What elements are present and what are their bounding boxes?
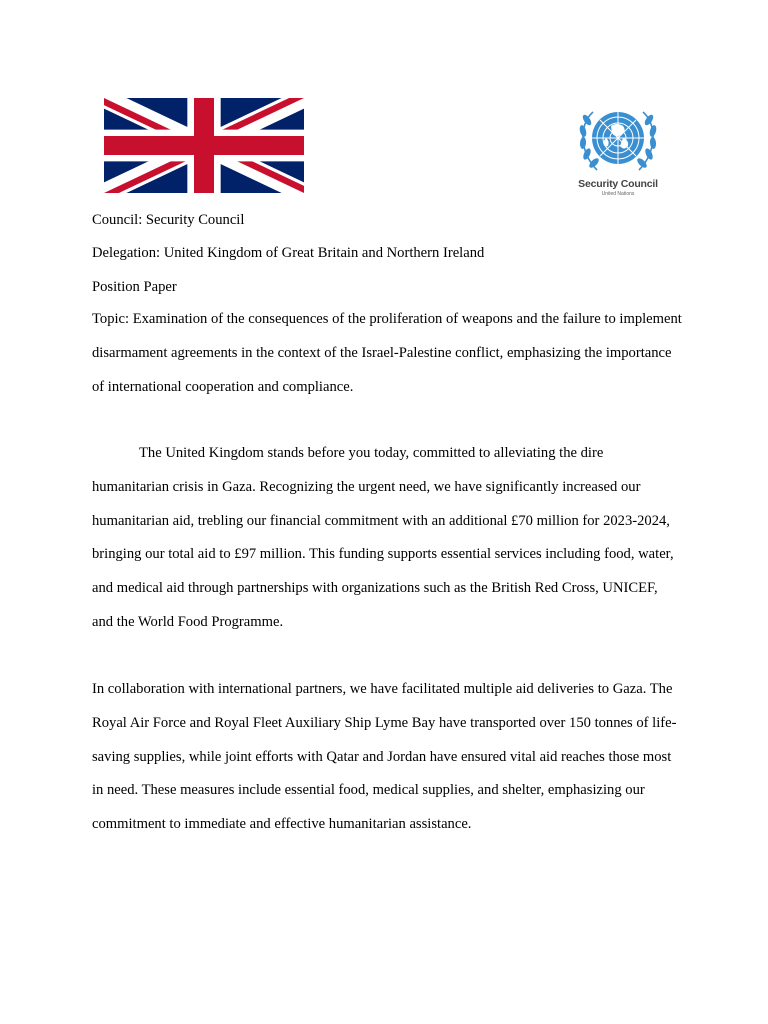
un-emblem-icon xyxy=(573,104,663,178)
body-paragraph-2: In collaboration with international partners, we have facilitated multiple aid deliveries to Gaza. The Royal Air Force and Royal Fleet Auxiliary Ship Lyme Bay have transported over 150 tonnes of life-saving supplies, while joint efforts with Qatar and Jordan have ensured vital aid reaches those most in need. These measures include essential food, medical supplies, and shelter, emphasizing our commitment to immediate and effective humanitarian assistance. xyxy=(92,681,677,833)
topic-paragraph: Topic: Examination of the consequences of the proliferation of weapons and the failure to implement disarmament agreements in the context of the Israel-Palestine conflict, emphasizing the importance of international cooperation and compliance. xyxy=(92,311,682,395)
un-logo-title: Security Council xyxy=(578,178,658,190)
uk-flag-icon xyxy=(104,98,304,193)
council-line: Council: Security Council xyxy=(92,212,245,228)
security-council-logo xyxy=(566,104,670,200)
document-type: Position Paper xyxy=(92,279,177,295)
delegation-line: Delegation: United Kingdom of Great Britain and Northern Ireland xyxy=(92,245,485,261)
un-logo-subtitle: United Nations xyxy=(601,191,635,197)
body-paragraph-1: The United Kingdom stands before you today, committed to alleviating the dire humanitarian crisis in Gaza. Recognizing the urgent need, we have significantly increased our humanitarian aid, trebling our financial commitment with an additional £70 million for 2023-2024, bringing our total aid to £97 million. This funding supports essential services including food, water, and medical aid through partnerships with organizations such as the British Red Cross, UNICEF, and the World Food Programme. xyxy=(92,445,674,630)
